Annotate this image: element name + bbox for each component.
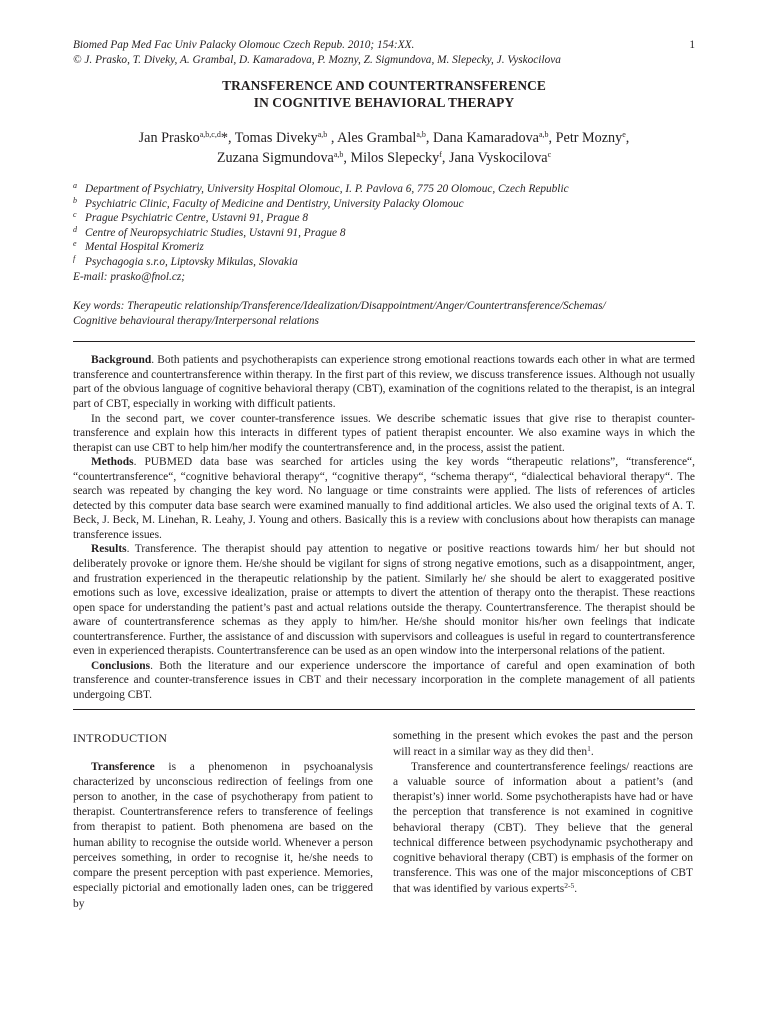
body-columns [73,731,695,931]
background-heading: Background [91,354,152,367]
author-affiliation-mark: a,b [317,130,328,139]
abstract-bottom-rule [73,709,695,710]
affiliation-item: f Psychagogia s.r.o, Liptovsky Mikulas, Slovakia [73,253,298,268]
title-line-1: TRANSFERENCE AND COUNTERTRANSFERENCE [222,78,546,93]
conclusions-heading: Conclusions [91,659,151,672]
author-line-1: Jan Prasko$^{a,b,c,d}$*, Tomas Diveky$^{a,b}$ , Ales Grambal$^{a,b}$, Dana Kamaradova$^{a,b}$, Petr Mozny$^e$, [138,130,630,146]
affiliation-item: a Department of Psychiatry, University Hospital Olomouc, I. P. Pavlova 6, 775 20 Olomouc, Czech Republic [73,181,569,195]
author-affiliation-mark: a,b,c,d [199,130,221,139]
author-affiliation-mark: a,b [416,130,426,139]
continued-paragraph: something in the present which evokes the past and the person will react in a similar way as they did then$^1$. [393,730,693,758]
intro-paragraph: Transference is a phenomenon in psychoanalysis characterized by unconscious redirection of feelings from one person to another, in the case of psychotherapy from patient to therapist. Countertransference refers to transference of feelings from therapist to patient. Both phenomena are based on the human ability to recognise the outside world. Whenever a person perceives something, in order to recognise it, he/she needs to compare the present perception with past experience. Memories, especially pictorial and emotionally laden ones, can be triggered by [73,760,373,910]
abstract-results: Results. Transference. The therapist should pay attention to negative or positive reactions towards him/ her but should not deliberately provoke or ignore them. He/she should be vigilant for signs of strong negative emotions, such as a disappointment, anger, and frustration experienced in the therapeutic relationship by the patient. Similarly he/ she should be alert to exaggerated positive emotions such as love, excessive idealization, praise or attempts to divert the attention of therapy onto the therapist. These reactions open space for understanding the patient’s past and actual relations outside the therapy. Countertransference. The therapist should be aware of countertransference schemas as they apply to him/her. He/she should monitor his/her own feelings that indicate countertransference. Further, the assistance of and discussion with supervisors and colleagues is useful in regard to countertransference even in experienced therapists. Countertransference can be used as an open window into the interpersonal relations of the patient. [73,543,695,658]
author-affiliation-mark: c [547,150,552,159]
author-list [73,128,695,168]
author-name: Jana Vyskocilova [448,150,548,166]
keywords-line-2: Cognitive behavioural therapy/Interpersonal relations [73,314,319,327]
author-affiliation-mark: a,b [538,130,549,139]
keywords-line-1: Key words: Therapeutic relationship/Transference/Idealization/Disappointment/Anger/Countertransference/Schemas/ [73,300,606,313]
author-name: Tomas Diveky [234,130,318,146]
copyright-line: © J. Prasko, T. Diveky, A. Grambal, D. Kamaradova, P. Mozny, Z. Sigmundova, M. Slepecky, J. Vyskocilova [73,53,561,66]
contact-email: E-mail: prasko@fnol.cz; [73,270,186,283]
abstract-top-rule [73,341,695,342]
section-heading: INTRODUCTION [73,731,168,746]
author-affiliation-mark: a,b [333,150,344,159]
affiliation-item: b Psychiatric Clinic, Faculty of Medicine and Dentistry, University Palacky Olomouc [73,195,464,210]
article-title [73,77,695,111]
abstract [73,353,695,702]
affiliations [73,182,695,284]
page-number: 1 [689,39,695,51]
affiliation-item: c Prague Psychiatric Centre, Ustavni 91, Prague 8 [73,210,308,225]
running-header [73,38,695,67]
author-name: Jan Prasko [138,130,200,146]
author-line-2: Zuzana Sigmundova$^{a,b}$, Milos Slepecky$^f$, Jana Vyskocilova$^c$ [216,150,552,166]
paper-page [73,38,695,931]
body-paragraph: Transference and countertransference feelings/ reactions are a valuable source of information about a patient’s (and therapist’s) inner world. Some psychotherapists have had or have the perception that transference is not examined in cognitive behavioral therapy (CBT). They believe that the general technical difference between psychodynamic psychotherapy and cognitive behavioral therapy (CBT) is emphasis of the former on transference. This was one of the major misconceptions of CBT that was identified by various experts$^{2-5}$. [393,760,693,895]
author-name: Milos Slepecky [350,150,440,166]
journal-citation: Biomed Pap Med Fac Univ Palacky Olomouc Czech Repub. 2010; 154:XX. [73,39,415,51]
abstract-methods: Methods. PUBMED data base was searched for articles using the key words “therapeutic relations”, “transference“, “countertransference“, “cognitive behavioral therapy“, “cognitive therapy“, “schema therapy“, “dialectical behavioral therapy“. The search was repeated by changing the key word. No language or time constraints were applied. The lists of references of articles detected by this computer data base search were examined manually to find additional articles. We also used the original texts of A. T. Beck, J. Beck, M. Linehan, R. Leahy, J. Young and others. Basically this is a review with conclusions about how therapists can manage transference issues. [73,456,695,541]
title-line-2: IN COGNITIVE BEHAVIORAL THERAPY [253,95,515,110]
author-affiliation-mark: e [622,130,626,139]
author-name: Zuzana Sigmundova [216,150,334,166]
right-column [393,729,693,896]
author-name: Dana Kamaradova [433,130,539,146]
left-column [73,731,373,911]
reference-mark: 2-5 [564,880,575,890]
methods-heading: Methods [91,456,134,469]
affiliation-item: e Mental Hospital Kromeriz [73,239,204,254]
author-affiliation-mark: f [439,150,442,159]
author-name: Ales Grambal [337,130,417,146]
results-heading: Results [91,543,127,556]
abstract-background: Background. Both patients and psychotherapists can experience strong emotional reactions towards each other in what are termed transference and countertransference within therapy. In the first part of this review, we discuss transference issues. Although not usually part of the obvious language of cognitive behavioral therapy (CBT), examination of the cognitions related to the therapist, is an integral part of CBT, especially in working with difficult patients. [73,354,695,410]
term-transference: Transference [91,760,155,773]
affiliation-item: d Centre of Neuropsychiatric Studies, Ustavni 91, Prague 8 [73,224,346,239]
abstract-background-2: In the second part, we cover counter-transference issues. We describe schematic issues that give rise to therapist counter-transference and explain how this interacts in different types of patient therapist encounter. We also examine ways in which the therapist can use CBT to help him/her modify the countertransference and, in the process, assist the patient. [73,412,695,454]
reference-mark: 1 [587,743,591,753]
author-name: Petr Mozny [555,130,623,146]
keywords [73,299,695,328]
abstract-conclusions: Conclusions. Both the literature and our experience underscore the importance of careful and open examination of both transference and counter-transference issues in CBT and their necessary incorporation in the complete management of all patients undergoing CBT. [73,659,695,701]
